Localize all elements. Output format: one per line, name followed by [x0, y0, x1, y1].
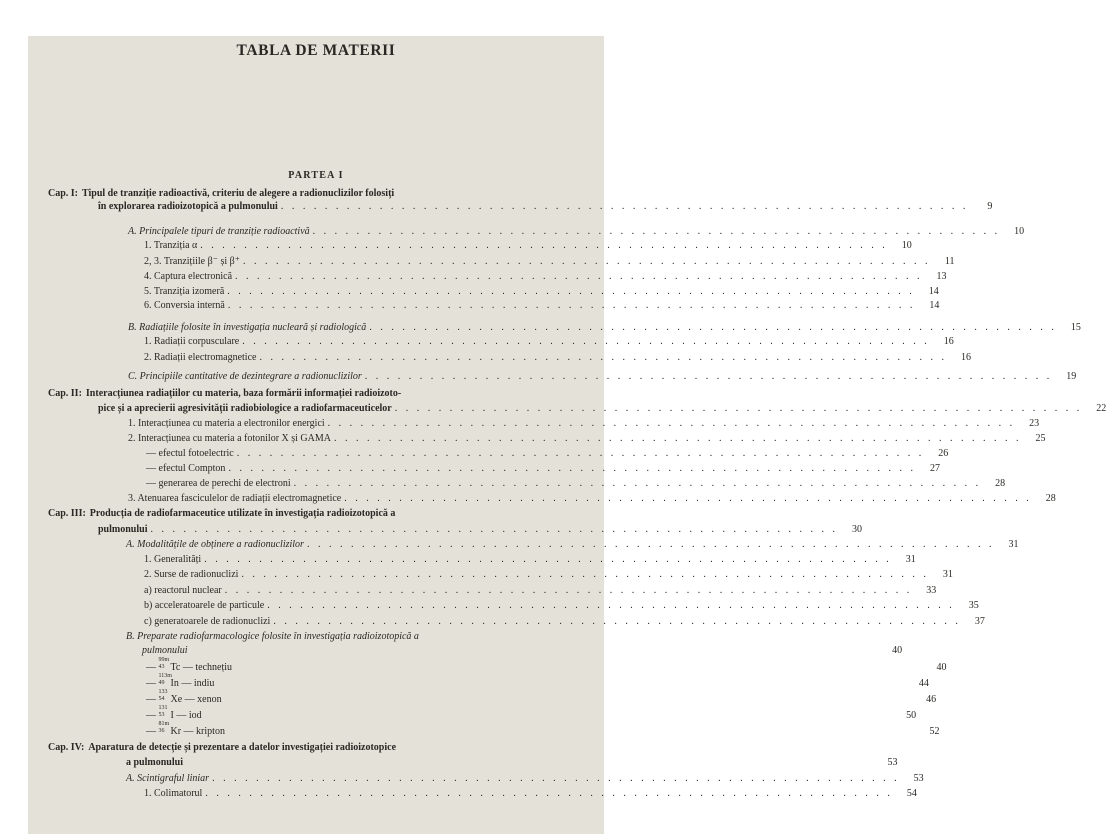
entry-text: 1. Radiații corpusculare	[144, 336, 240, 347]
leader-dots	[365, 371, 1053, 382]
leader-dots	[212, 773, 900, 784]
mass-number: 99m	[158, 657, 170, 663]
toc-entry	[146, 478, 1006, 489]
page-number: 23	[1029, 418, 1040, 429]
page-number: 28	[995, 478, 1006, 489]
toc-entry	[144, 256, 955, 267]
entry-text: — efectul Compton	[146, 463, 226, 474]
toc-entry	[128, 322, 1081, 333]
toc-entry	[128, 433, 1046, 444]
leader-dots	[369, 322, 1057, 333]
toc-entry	[126, 539, 1019, 550]
toc-entry	[126, 631, 550, 642]
toc-entry	[98, 524, 862, 535]
isotope-name: Tc — technețiu	[170, 662, 232, 673]
isotope-name: Xe — xenon	[170, 694, 222, 705]
entry-text: în explorarea radioizotopică a pulmonului	[98, 201, 278, 212]
toc-entry	[144, 336, 954, 347]
toc-entry	[146, 721, 940, 737]
page-number: 15	[1070, 322, 1081, 333]
toc-entry	[126, 757, 898, 768]
page-number: 16	[943, 336, 954, 347]
leader-dots	[395, 403, 1083, 414]
isotope-notation	[158, 689, 171, 702]
page-number: 14	[928, 286, 939, 297]
entry-text: pulmonului	[98, 524, 148, 535]
toc-entry	[48, 188, 584, 199]
toc-entry	[128, 226, 1025, 237]
toc-entry	[144, 352, 971, 363]
entry-text: 1. Generalități	[144, 554, 202, 565]
leader-dots	[313, 226, 1001, 237]
entry-text: A. Principalele tipuri de tranziție radioactivă	[128, 226, 310, 237]
page-title: TABLA DE MATERII	[236, 42, 396, 59]
entry-text: 2, 3. Tranzițiile β⁻ și β⁺	[144, 256, 241, 267]
entry-text: — generarea de perechi de electroni	[146, 478, 291, 489]
toc-entry	[98, 403, 1106, 414]
page-number: 16	[960, 352, 971, 363]
page-number: 22	[1096, 403, 1106, 414]
isotope-name: I — iod	[170, 710, 202, 721]
leader-dots	[237, 448, 925, 459]
toc-entry	[144, 271, 947, 282]
page-number: 52	[929, 726, 940, 737]
leader-dots	[227, 286, 915, 297]
leader-dots	[307, 539, 995, 550]
toc-entry	[142, 645, 903, 656]
leader-dots	[228, 463, 916, 474]
entry-text: a) reactorul nuclear	[144, 585, 222, 596]
page-number: 31	[905, 554, 916, 565]
atomic-number: 53	[158, 712, 165, 718]
page-number: 14	[929, 300, 940, 311]
page-number: 44	[918, 678, 929, 689]
leader-dots	[228, 300, 916, 311]
entry-text: A. Modalitățile de obținere a radionuclizilor	[126, 539, 304, 550]
part-heading: PARTEA I	[288, 170, 344, 181]
isotope-name: In — indiu	[170, 678, 215, 689]
entry-text: Producția de radiofarmaceutice utilizate în investigația radioizotopică a	[89, 508, 396, 519]
toc-entry	[128, 371, 1077, 382]
toc-entry	[146, 463, 940, 474]
toc-entry	[144, 788, 917, 799]
page-number: 53	[913, 773, 924, 784]
entry-text: 2. Radiații electromagnetice	[144, 352, 257, 363]
page-number: 26	[938, 448, 949, 459]
page-number: 9	[987, 201, 993, 212]
entry-text: Interacțiunea radiațiilor cu materia, baza formării informației radioizoto-	[85, 388, 402, 399]
isotope-name: Kr — kripton	[170, 726, 225, 737]
entry-text: — 131 53 I — iod	[146, 705, 202, 721]
entry-text: 1. Interacțiunea cu materia a electronilor energici	[128, 418, 325, 429]
page-number: 11	[944, 256, 955, 267]
toc-entry	[146, 689, 937, 705]
page-number: 27	[929, 463, 940, 474]
isotope-notation	[158, 657, 171, 670]
entry-text: C. Principiile cantitative de dezintegrare a radionuclizilor	[128, 371, 362, 382]
toc-entry	[146, 448, 949, 459]
page-number: 13	[936, 271, 947, 282]
page-number: 31	[1008, 539, 1019, 550]
toc-entry	[48, 508, 550, 519]
page-number: 28	[1045, 493, 1056, 504]
page-number: 35	[968, 600, 979, 611]
entry-text: 1. Tranziția α	[144, 240, 198, 251]
entry-text: Tipul de tranziție radioactivă, criteriu de alegere a radionuclizilor folosiți	[82, 188, 395, 199]
toc-entry	[98, 201, 993, 212]
entry-text: 2. Surse de radionuclizi	[144, 569, 239, 580]
atomic-number: 49	[158, 680, 165, 686]
page-number: 50	[906, 710, 917, 721]
leader-dots	[344, 493, 1032, 504]
leader-dots	[242, 336, 930, 347]
mass-number: 81m	[158, 721, 170, 727]
leader-dots	[150, 524, 838, 535]
book-page	[28, 36, 1106, 834]
entry-text: — 81m 36 Kr — kripton	[146, 721, 225, 737]
atomic-number: 43	[158, 664, 165, 670]
leader-dots	[241, 569, 929, 580]
page-number: 33	[926, 585, 937, 596]
entry-text: a pulmonului	[126, 757, 183, 768]
entry-text: 6. Conversia internă	[144, 300, 225, 311]
toc-entry	[48, 742, 550, 753]
toc-entry	[146, 657, 947, 673]
leader-dots	[328, 418, 1016, 429]
toc-entry	[128, 493, 1056, 504]
leader-dots	[200, 240, 888, 251]
isotope-notation	[158, 705, 171, 718]
page-number: 53	[887, 757, 898, 768]
entry-text: c) generatoarele de radionuclizi	[144, 616, 271, 627]
page-number: 31	[942, 569, 953, 580]
toc-entry	[128, 418, 1040, 429]
entry-text: 4. Captura electronică	[144, 271, 233, 282]
page-number: 19	[1066, 371, 1077, 382]
entry-text: pice și a aprecierii agresivității radiobiologice a radiofarmaceuticelor	[98, 403, 392, 414]
leader-dots	[281, 201, 969, 212]
entry-text: b) acceleratoarele de particule	[144, 600, 265, 611]
isotope-notation	[158, 673, 172, 686]
mass-number: 131	[158, 705, 168, 711]
leader-dots	[267, 600, 955, 611]
leader-dots	[235, 271, 923, 282]
toc-entry	[144, 569, 953, 580]
entry-text: 5. Tranziția izomeră	[144, 286, 225, 297]
toc-entry	[144, 616, 985, 627]
mass-number: 113m	[158, 673, 172, 679]
atomic-number: 36	[158, 728, 165, 734]
entry-text: B. Preparate radiofarmacologice folosite în investigația radioizotopică a	[126, 631, 419, 642]
page-number: 30	[851, 524, 862, 535]
entry-text: A. Scintigraful liniar	[126, 773, 210, 784]
entry-text: — 113m 49 In — indiu	[146, 673, 215, 689]
page-number: 37	[974, 616, 985, 627]
page-number: 54	[906, 788, 917, 799]
leader-dots	[334, 433, 1022, 444]
toc-entry	[144, 554, 916, 565]
chapter-number: Cap. I:	[48, 188, 79, 199]
leader-dots	[225, 585, 913, 596]
page-number: 40	[892, 645, 903, 656]
chapter-number: Cap. III:	[48, 508, 86, 519]
entry-text: — 99m 43 Tc — technețiu	[146, 657, 232, 673]
entry-text: 1. Colimatorul	[144, 788, 203, 799]
entry-text: 2. Interacțiunea cu materia a fotonilor X și GAMA	[128, 433, 331, 444]
toc-entry	[144, 600, 979, 611]
mass-number: 133	[158, 689, 168, 695]
chapter-number: Cap. II:	[48, 388, 82, 399]
entry-text: — efectul fotoelectric	[146, 448, 234, 459]
entry-text: pulmonului	[142, 645, 188, 656]
entry-text: Aparatura de detecție și prezentare a datelor investigației radioizotopice	[88, 742, 397, 753]
isotope-notation	[158, 721, 171, 734]
atomic-number: 54	[158, 696, 165, 702]
entry-text: 3. Atenuarea fasciculelor de radiații electromagnetice	[128, 493, 342, 504]
leader-dots	[273, 616, 961, 627]
toc-entry	[48, 388, 550, 399]
toc-entry	[146, 673, 929, 689]
chapter-number: Cap. IV:	[48, 742, 85, 753]
page-number: 25	[1035, 433, 1046, 444]
leader-dots	[205, 788, 893, 799]
entry-text: B. Radiațiile folosite în investigația nucleară și radiologică	[128, 322, 367, 333]
entry-text: — 133 54 Xe — xenon	[146, 689, 222, 705]
page-number: 46	[926, 694, 937, 705]
page-number: 10	[901, 240, 912, 251]
leader-dots	[204, 554, 892, 565]
toc-entry	[144, 286, 939, 297]
toc-entry	[144, 585, 937, 596]
toc-entry	[144, 300, 940, 311]
toc-entry	[146, 705, 917, 721]
toc-entry	[144, 240, 912, 251]
leader-dots	[243, 256, 931, 267]
page-number: 40	[936, 662, 947, 673]
toc-entry	[126, 773, 924, 784]
leader-dots	[259, 352, 947, 363]
page-number: 10	[1014, 226, 1025, 237]
leader-dots	[294, 478, 982, 489]
